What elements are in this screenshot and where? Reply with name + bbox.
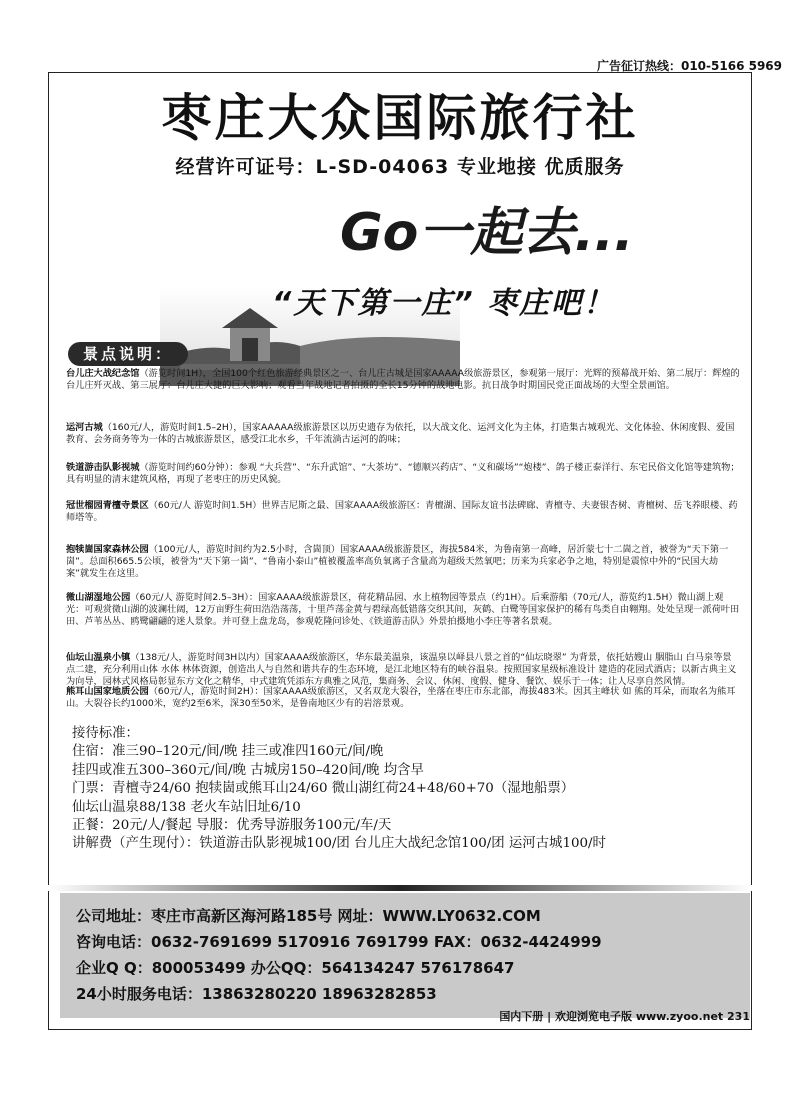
- contact-phone: 咨询电话：0632-7691699 5170916 7691799 FAX：0632-4424999: [76, 933, 602, 951]
- attraction-desc: （160元/人，游览时间1.5–2H），国家AAAAA级旅游景区以历史遗存为依托，以大战文化、运河文化为主体，打造集古城观光、文化体验、休闲度假、爱国教育、会务商务等为一体的古城旅游景区，感受江北水乡，千年流淌古运河的韵味；: [66, 422, 735, 445]
- attraction-desc: （游览时间约60分钟）：参观 “大兵营”、“东升武馆”、“大茶坊”、“德顺兴药店”、“义和碳场”“炮楼”、鸽子楼正泰洋行、东宅民俗文化馆等建筑物；具有明显的清末建筑风格，再现了老枣庄的历史风貌。: [66, 462, 740, 485]
- standards-line: 仙坛山温泉88/138 老火车站旧址6/10: [72, 799, 301, 815]
- attraction-name: 冠世榴园青檀寺景区: [66, 500, 149, 511]
- contact-box: [60, 893, 750, 1018]
- company-name: 枣庄大众国际旅行社: [161, 88, 639, 147]
- attraction-desc: （100元/人，游览时间约为2.5小时，含崮顶）国家AAAA级旅游景区，海拔584米，为鲁南第一高峰，居沂蒙七十二崮之首，被誉为“天下第一崮”。总面积665.5公顷，被誉为“天下第一崮”、“鲁南小泰山”植被覆盖率高负氧离子含量高为超级天然氧吧；历来为兵家必争之地，特别是震惊中外的“民国大劫案”就发生在这里。: [66, 544, 729, 579]
- attraction-name: 运河古城: [66, 422, 103, 433]
- standards-line: 正餐：20元/人/餐起 导服：优秀导游服务100元/车/天: [72, 818, 392, 834]
- standards-line: 门票：青檀寺24/60 抱犊崮或熊耳山24/60 微山湖红荷24+48/60+70（湿地船票）: [72, 781, 575, 797]
- attraction-desc: （60元/人 游览时间2.5–3H）：国家AAAA级旅游景区，荷花精品园、水上植物园等景点（约1H）。后乘游船（70元/人，游览约1.5H）微山湖上观光：可观赏微山湖的波澜壮阔，12万亩野生荷田浩浩荡荡，十里芦荡金黄与碧绿高低错落交织其间，灰鹤、白鹭等国家保护的稀有鸟类自由翱翔。处处呈现一派荷叶田田、芦苇丛丛、鸥鹭翩翩的迷人景象。并可登上盘龙岛，参观乾隆问诊处、《铁道游击队》外景拍摄地小李庄等著名景观。: [66, 592, 740, 627]
- attraction-name: 熊耳山国家地质公园: [66, 686, 149, 697]
- attraction-name: 抱犊崮国家森林公园: [66, 544, 149, 555]
- attraction-name: 台儿庄大战纪念馆: [66, 368, 140, 379]
- attraction-item: [66, 462, 740, 488]
- page-footer: 国内下册 | 欢迎浏览电子版 www.zyoo.net 231: [499, 1010, 750, 1023]
- tagline: “天下第一庄” 枣庄吧！: [272, 286, 616, 321]
- attraction-item: [66, 544, 740, 582]
- attraction-item: [66, 500, 740, 526]
- contact-hotline: 24小时服务电话：13863280220 18963282853: [76, 985, 437, 1003]
- license-line: 经营许可证号：L-SD-04063 专业地接 优质服务: [175, 156, 625, 178]
- contact-qq: 企业Q Q：800053499 办公QQ：564134247 576178647: [76, 959, 515, 977]
- standards-line: 接待标准：: [72, 726, 139, 741]
- attraction-desc: （60元/人 游览时间1.5H）世界吉尼斯之最、国家AAAA级旅游区：青檀湖、国际友谊书法碑廊、青檀寺、夫妻银杏树、青檀树、岳飞养眼楼、药师塔等。: [66, 500, 738, 523]
- contact-address: 公司地址：枣庄市高新区海河路185号 网址：WWW.LY0632.COM: [76, 907, 541, 925]
- standards-line: 挂四或准五300–360元/间/晚 古城房150–420间/晚 均含早: [72, 762, 424, 778]
- attraction-name: 仙坛山温泉小镇: [66, 652, 131, 663]
- attraction-item: [66, 430, 740, 456]
- slogan: Go一起去...: [340, 203, 634, 263]
- attraction-item: [66, 592, 740, 642]
- standards-line: 住宿：准三90–120元/间/晚 挂三或准四160元/间/晚: [72, 744, 384, 760]
- attraction-desc: （游览时间1H），全国100个红色旅游经典景区之一、台儿庄古城是国家AAAAA级旅游景区，参观第一展厅：光辉的预幕战开始、第二展厅：辉煌的台儿庄歼灭战、第三展厅：台儿庄大捷的巨大影响；观看当年战地记者拍摄的全长15分钟的战地电影。抗日战争时期国民党正面战场的大型全景画馆。: [66, 368, 740, 391]
- standards-line: 讲解费（产生现付）：铁道游击队影视城100/团 台儿庄大战纪念馆100/团 运河古城100/时: [72, 836, 606, 852]
- section-badge: 景点说明：: [68, 342, 188, 366]
- attraction-item: [66, 368, 740, 406]
- attraction-desc: （138元/人，游览时间3H以内）国家AAAA级旅游区，华东最美温泉，该温泉以峄县八景之首的“仙坛晓翠” 为背景，依托姑嫂山 胭脂山 白马泉等景点二建，充分利用山体 水体 林体资源，创造出人与自然和谐共存的生态环境，是江北地区特有的峡谷温泉。按照国家星级标准设计 建造的花园式酒店；以新古典主义为向导，园林式风格局彰显东方文化之精华，中式建筑凭添东方典雅之风范，集商务、会议、休闲、度假、健身、餐饮、娱乐于一体；让人尽享自然风情。: [66, 652, 737, 687]
- attraction-item: [66, 686, 740, 710]
- attraction-name: 铁道游击队影视城: [66, 462, 140, 473]
- attraction-name: 微山湖湿地公园: [66, 592, 131, 603]
- attraction-desc: （60元/人，游览时间2H）：国家AAAA级旅游区，又名双龙大裂谷，坐落在枣庄市东北部，海拔483米。因其主峰状 如 熊的耳朵，而取名为熊耳山。大裂谷长约1000米，宽约2至6米，深30至50米，是鲁南地区少有的岩溶景观。: [66, 686, 736, 709]
- ad-hotline: 广告征订热线：010-5166 5969: [596, 59, 782, 73]
- divider: [48, 885, 752, 891]
- reception-standards: [72, 725, 752, 854]
